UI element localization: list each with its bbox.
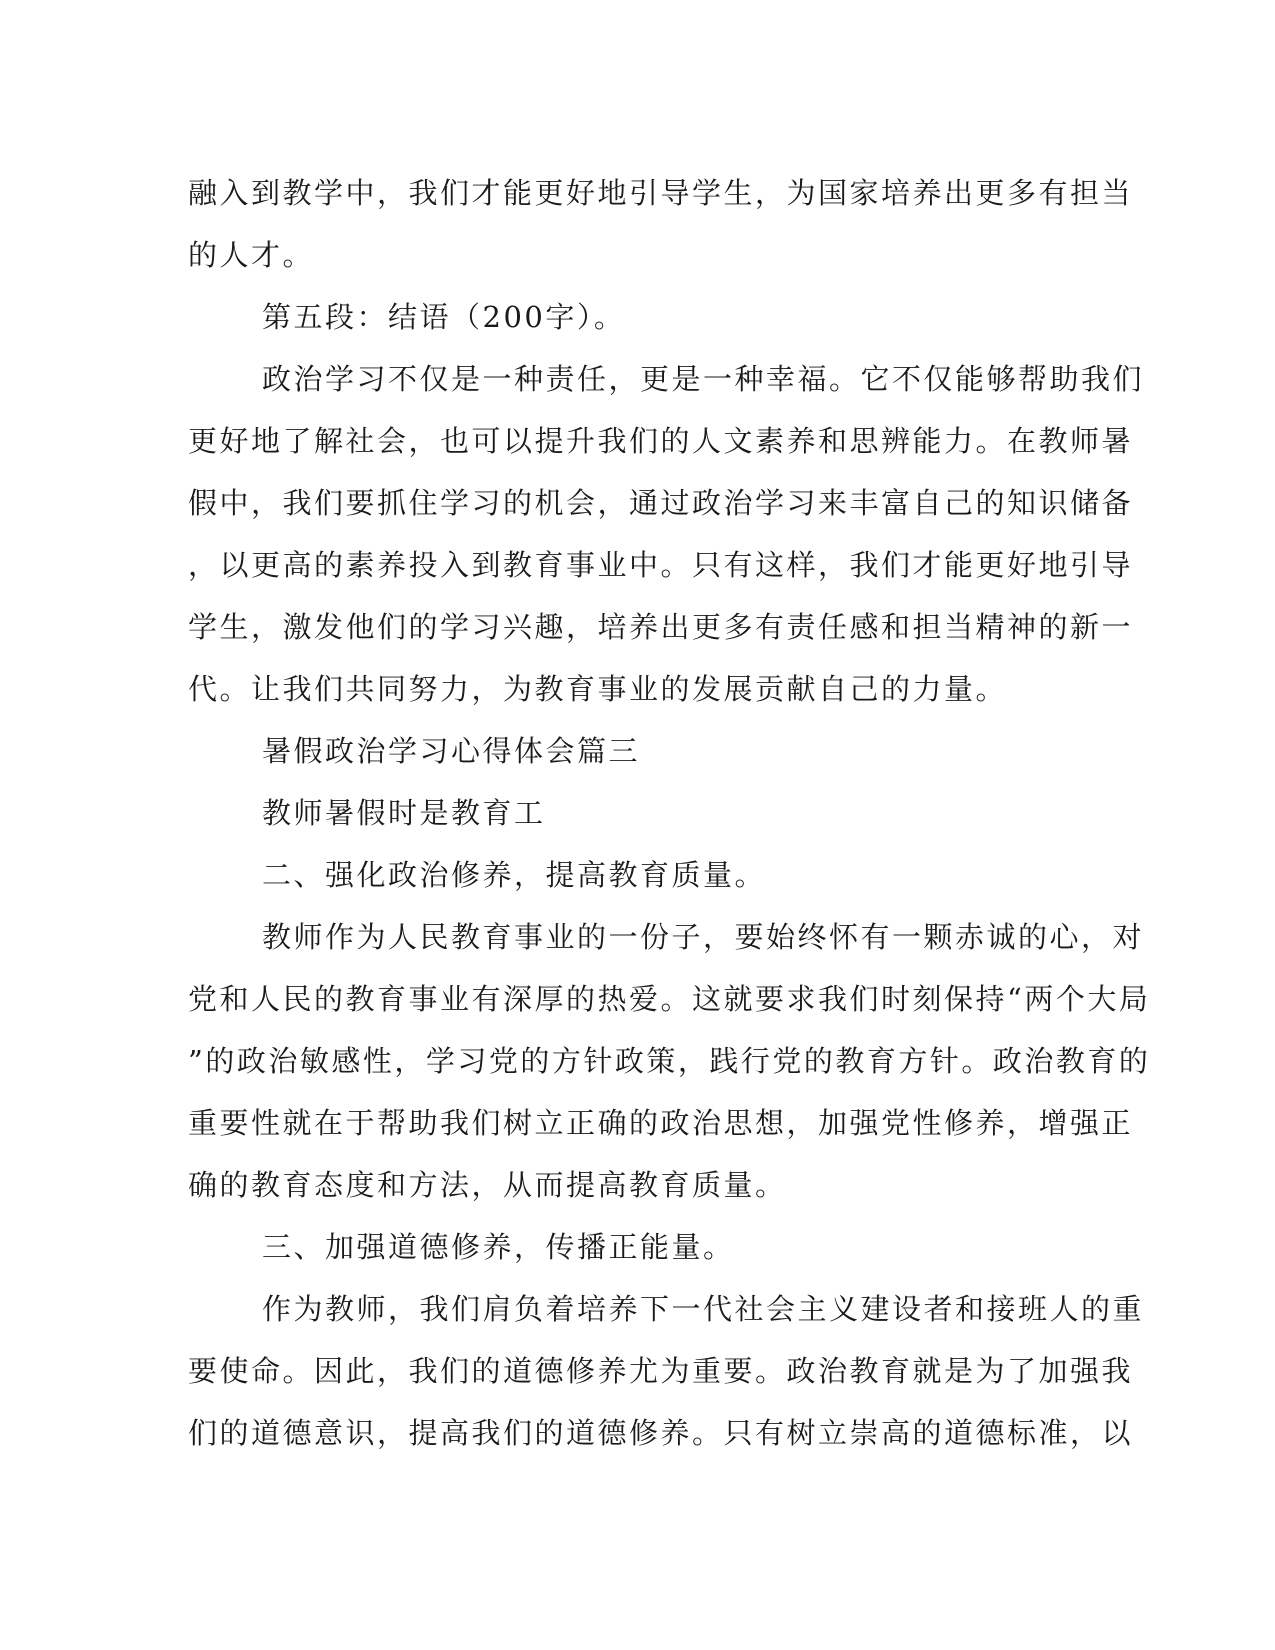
text-line-15: ”的政治敏感性，学习党的方针政策，践行党的教育方针。政治教育的 xyxy=(188,1044,1151,1078)
text-line-7: ，以更高的素养投入到教育事业中。只有这样，我们才能更好地引导 xyxy=(188,548,1134,582)
section-heading-conclusion: 第五段：结语（200字）。 xyxy=(262,300,626,334)
text-line-9: 代。让我们共同努力，为教育事业的发展贡献自己的力量。 xyxy=(188,672,1008,706)
text-line-2: 的人才。 xyxy=(188,238,315,272)
text-line-6: 假中，我们要抓住学习的机会，通过政治学习来丰富自己的知识储备 xyxy=(188,486,1134,520)
text-line-19: 作为教师，我们肩负着培养下一代社会主义建设者和接班人的重 xyxy=(262,1292,1145,1326)
text-line-13: 教师作为人民教育事业的一份子，要始终怀有一颗赤诚的心，对 xyxy=(262,920,1145,954)
text-line-14: 党和人民的教育事业有深厚的热爱。这就要求我们时刻保持“两个大局 xyxy=(188,982,1151,1016)
text-line-17: 确的教育态度和方法，从而提高教育质量。 xyxy=(188,1168,787,1202)
section-heading-two: 二、强化政治修养，提高教育质量。 xyxy=(262,858,767,892)
text-line-20: 要使命。因此，我们的道德修养尤为重要。政治教育就是为了加强我 xyxy=(188,1354,1134,1388)
text-line-1: 融入到教学中，我们才能更好地引导学生，为国家培养出更多有担当 xyxy=(188,176,1134,210)
text-line-21: 们的道德意识，提高我们的道德修养。只有树立崇高的道德标准，以 xyxy=(188,1416,1134,1450)
text-line-16: 重要性就在于帮助我们树立正确的政治思想，加强党性修养，增强正 xyxy=(188,1106,1134,1140)
document-page xyxy=(188,162,1151,1464)
text-line-4: 政治学习不仅是一种责任，更是一种幸福。它不仅能够帮助我们 xyxy=(262,362,1145,396)
text-line-5: 更好地了解社会，也可以提升我们的人文素养和思辨能力。在教师暑 xyxy=(188,424,1134,458)
text-line-11: 教师暑假时是教育工 xyxy=(262,796,546,830)
section-heading-three: 三、加强道德修养，传播正能量。 xyxy=(262,1230,735,1264)
text-line-8: 学生，激发他们的学习兴趣，培养出更多有责任感和担当精神的新一 xyxy=(188,610,1134,644)
article-title-part-three: 暑假政治学习心得体会篇三 xyxy=(262,734,641,768)
